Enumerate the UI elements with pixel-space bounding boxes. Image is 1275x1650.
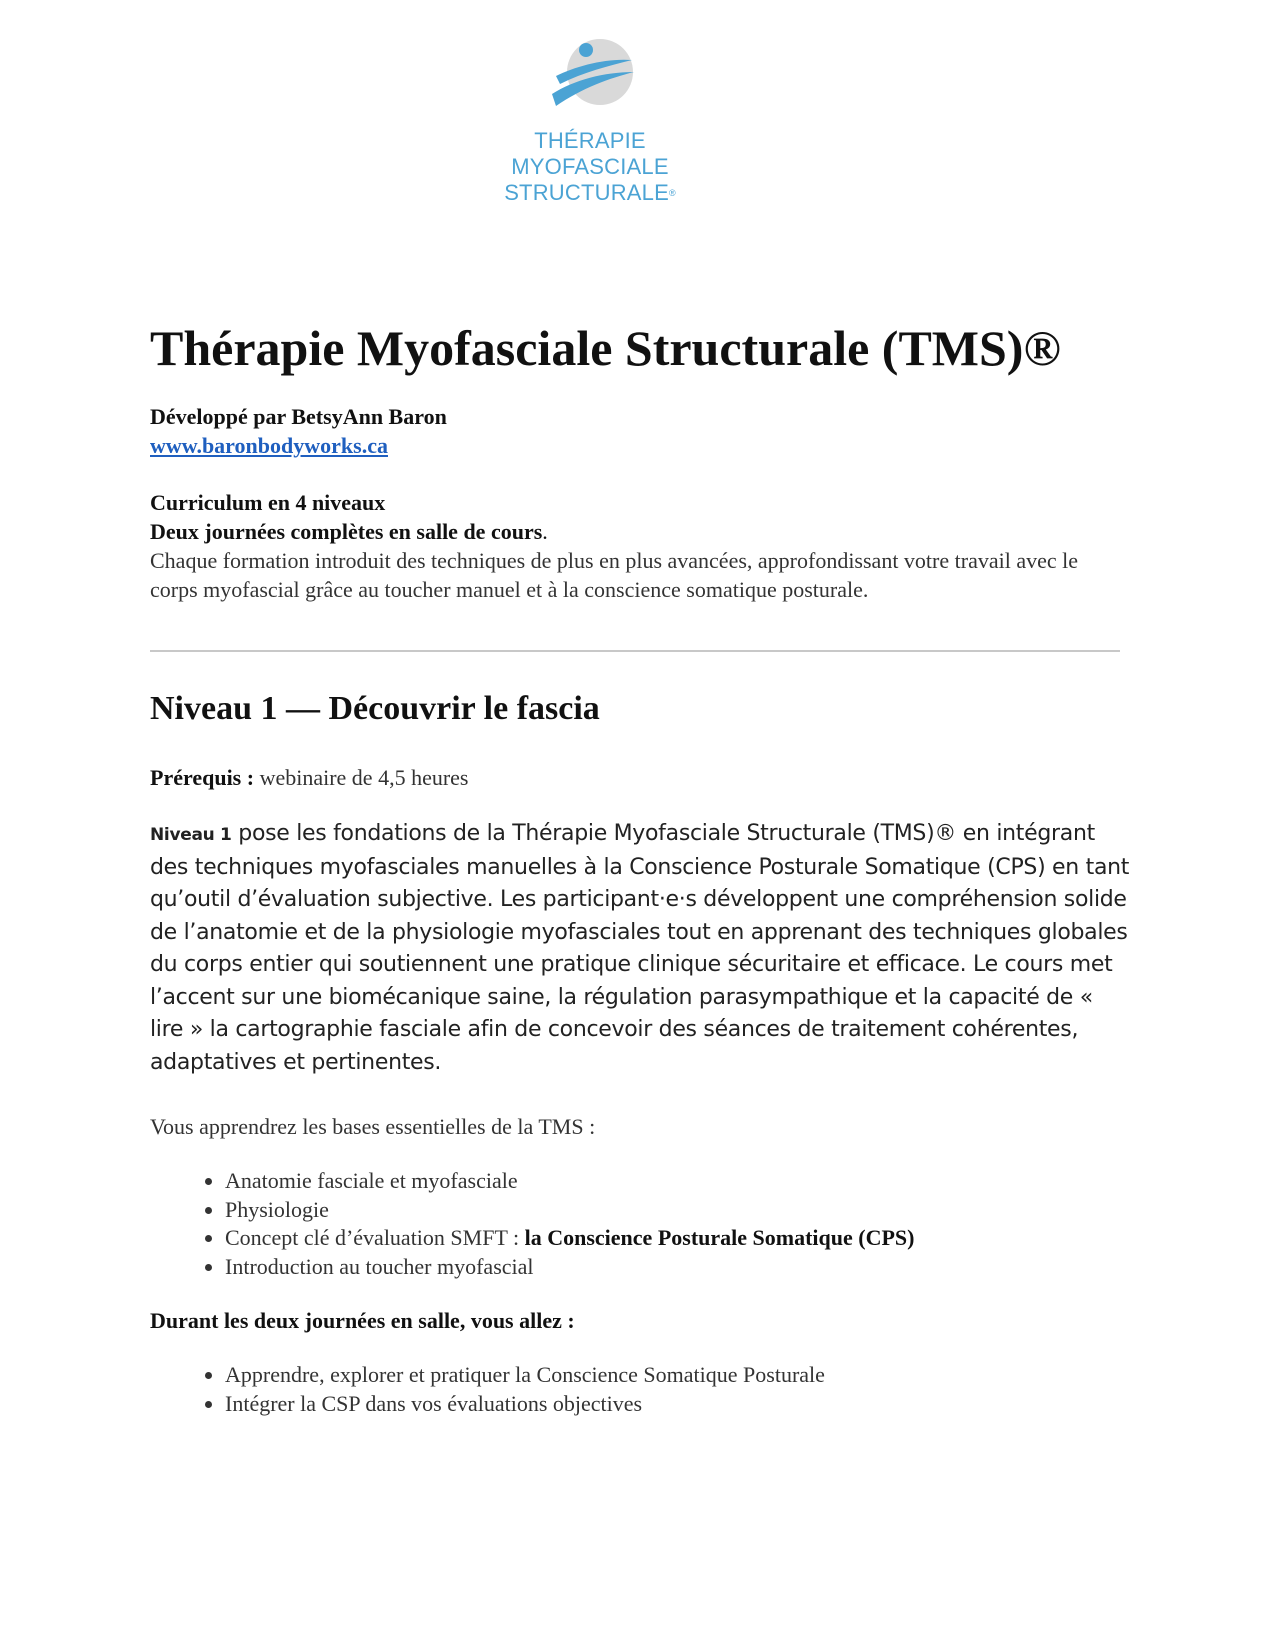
list-item: • Apprendre, explorer et pratiquer la Conscience Somatique Posturale (225, 1361, 1130, 1390)
prerequisite: Prérequis : webinaire de 4,5 heures (150, 765, 469, 790)
list-item: • Physiologie (225, 1196, 1130, 1225)
author-block (150, 402, 1130, 460)
learn-intro: Vous apprendrez les bases essentielles de la TMS : (150, 1114, 596, 1139)
curriculum-description: Chaque formation introduit des techniques de plus en plus avancées, approfondissant votre travail avec le corps myofascial grâce au toucher manuel et à la conscience somatique posturale. (150, 548, 1078, 602)
page-title: Thérapie Myofasciale Structurale (TMS)® (150, 320, 1061, 376)
list-item: • Introduction au toucher myofascial (225, 1253, 1130, 1282)
logo-swoosh-icon (546, 36, 636, 114)
level-1-heading: Niveau 1 — Découvrir le fascia (150, 690, 600, 727)
list-item: • Anatomie fasciale et myofasciale (225, 1167, 1130, 1196)
level-1-intro: Niveau 1 pose les fondations de la Thérapie Myofasciale Structurale (TMS)® en intégrant des techniques myofasciales manuelles à la Conscience Posturale Somatique (CPS) en tant qu’outil d’évaluation subjective. Les participant·e·s développent une compréhension solide de l’anatomie et de la physiologie myofasciales tout en apprenant des techniques globales du corps entier qui soutiennent une pratique clinique sécuritaire et efficace. Le cours met l’accent sur une biomécanique saine, la régulation parasympathique et la capacité de « lire » la cartographie fasciale afin de concevoir des séances de traitement cohérentes, adaptatives et pertinentes. (150, 821, 1130, 1075)
registered-mark: ® (668, 188, 676, 198)
basics-list (150, 1167, 1130, 1281)
logo-line-3: STRUCTURALE® (504, 180, 676, 205)
logo-line-1: THÉRAPIE (534, 128, 646, 153)
logo (480, 36, 700, 216)
curriculum-heading: Curriculum en 4 niveaux (150, 490, 386, 515)
curriculum-subheading: Deux journées complètes en salle de cours. (150, 519, 548, 544)
list-item: • Concept clé d’évaluation SMFT : la Conscience Posturale Somatique (CPS) (225, 1224, 1130, 1253)
document-body (150, 318, 1130, 1418)
divider (150, 650, 1120, 652)
logo-line-2: MYOFASCIALE (511, 154, 669, 179)
curriculum-block (150, 488, 1130, 604)
logo-wordmark (480, 128, 700, 206)
during-heading: Durant les deux journées en salle, vous allez : (150, 1308, 575, 1333)
during-list (150, 1361, 1130, 1418)
list-item: • Intégrer la CSP dans vos évaluations objectives (225, 1390, 1130, 1419)
website-link[interactable]: www.baronbodyworks.ca (150, 433, 388, 458)
author-name: Développé par BetsyAnn Baron (150, 404, 447, 429)
